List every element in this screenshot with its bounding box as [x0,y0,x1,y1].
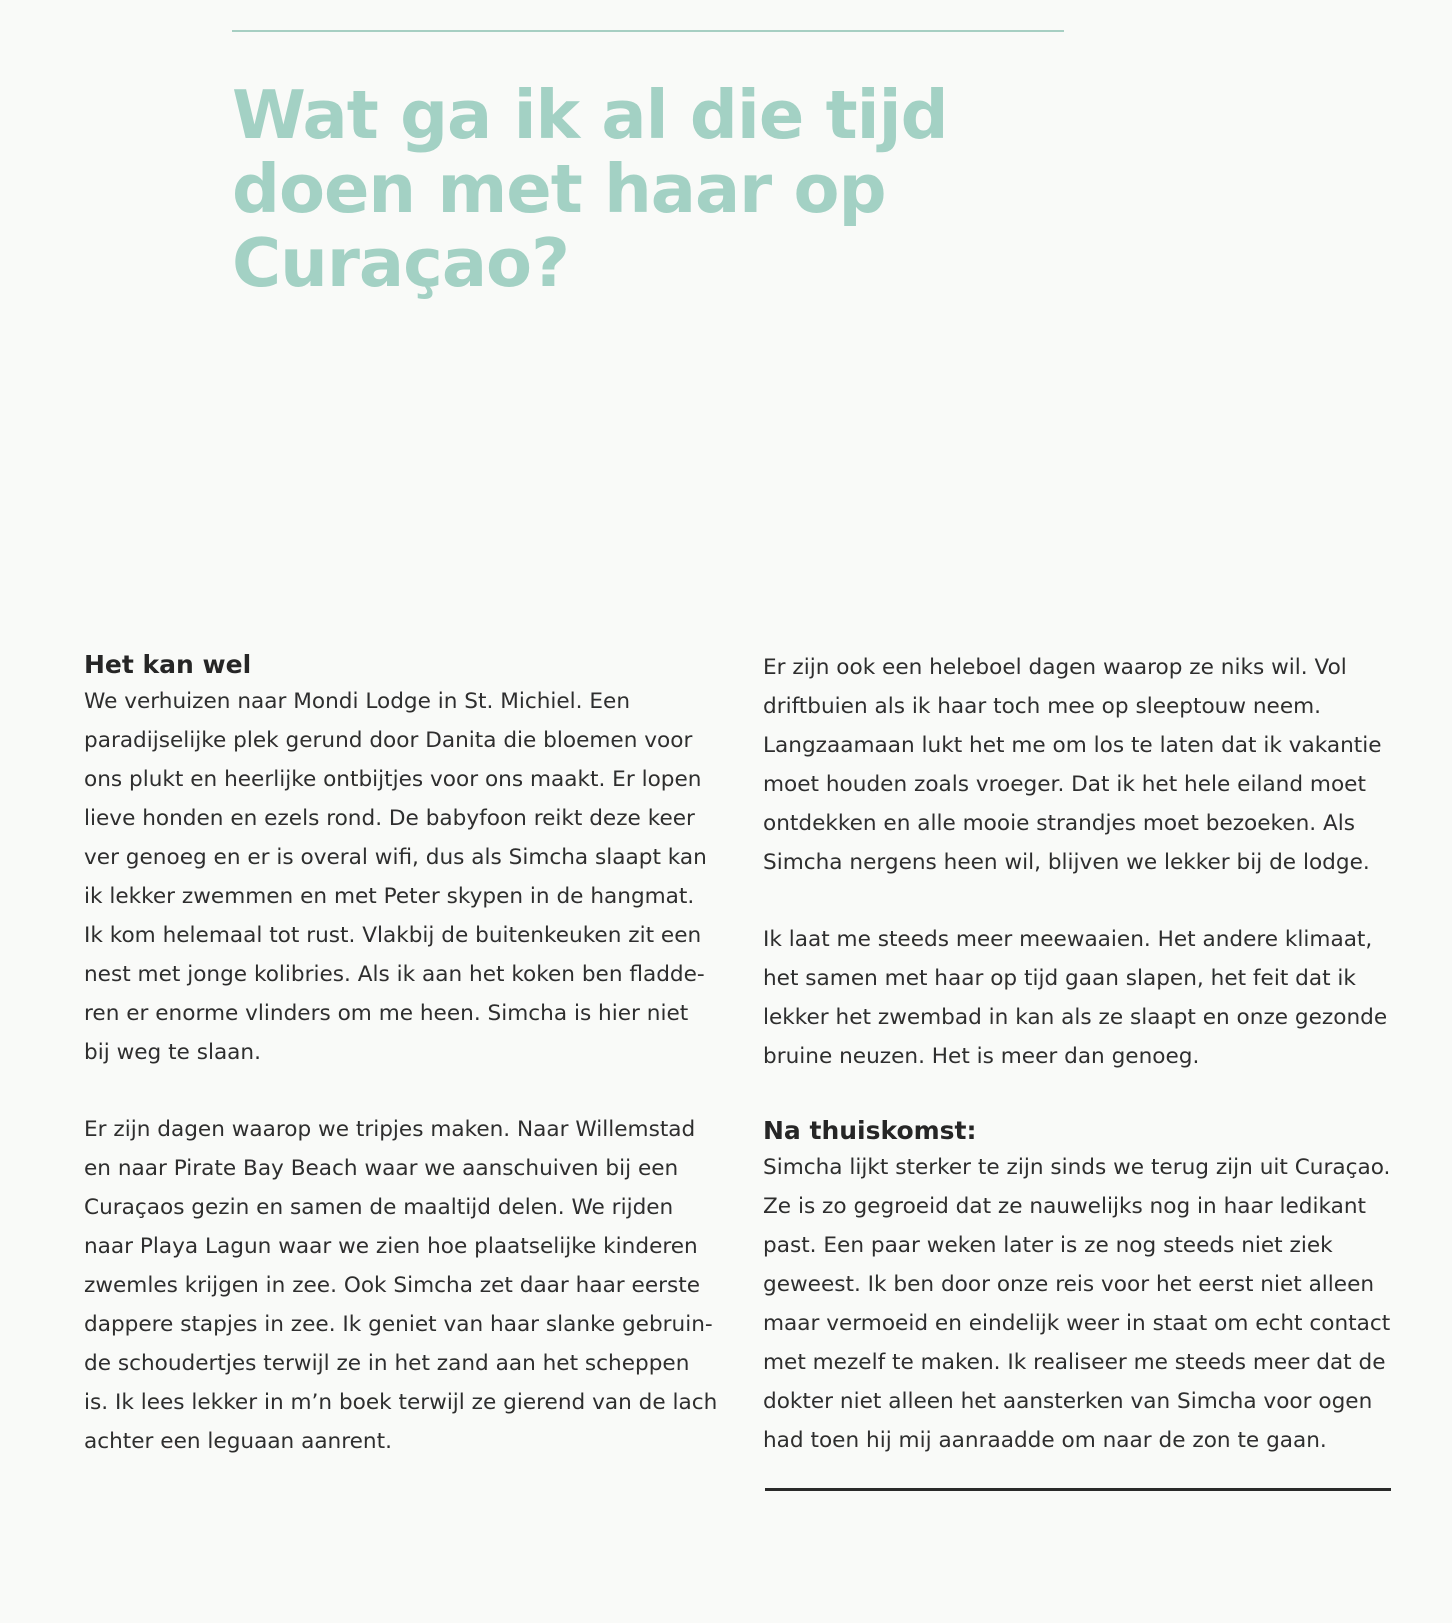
paragraph [84,682,714,1072]
text-line: geweest. Ik ben door onze reis voor het eerst niet alleen [763,1272,1375,1297]
section-heading-het-kan-wel: Het kan wel [84,650,252,679]
text-line: bruine neuzen. Het is meer dan genoeg. [763,1044,1200,1069]
text-line: Er zijn dagen waarop we tripjes maken. Naar Willemstad [84,1117,696,1142]
article-title [232,78,992,300]
text-line: ontdekken en alle mooie strandjes moet bezoeken. Als [763,811,1356,836]
title-line: Curaçao? [232,224,569,302]
text-line: Simcha nergens heen wil, blijven we lekker bij de lodge. [763,850,1370,875]
text-line: Ik laat me steeds meer meewaaien. Het andere klimaat, [763,927,1373,952]
paragraph [763,920,1403,1076]
section-heading-na-thuiskomst: Na thuiskomst: [763,1116,977,1145]
text-line: en naar Pirate Bay Beach waar we aanschuiven bij een [84,1156,679,1181]
title-line: doen met haar op [232,150,886,228]
text-line: ren er enorme vlinders om me heen. Simcha is hier niet [84,1001,689,1026]
text-line: bij weg te slaan. [84,1040,261,1065]
text-line: zwemles krijgen in zee. Ook Simcha zet daar haar eerste [84,1273,701,1298]
text-line: Ik kom helemaal tot rust. Vlakbij de buitenkeuken zit een [84,923,702,948]
text-line: is. Ik lees lekker in m’n boek terwijl ze gierend van de lach [84,1390,718,1415]
text-line: Er zijn ook een heleboel dagen waarop ze niks wil. Vol [763,655,1347,680]
text-line: We verhuizen naar Mondi Lodge in St. Michiel. Een [84,689,631,714]
left-column [84,648,718,1461]
text-line: met mezelf te maken. Ik realiseer me steeds meer dat de [763,1350,1386,1375]
text-line: paradijselijke plek gerund door Danita die bloemen voor [84,728,693,753]
text-line: lieve honden en ezels rond. De babyfoon reikt deze keer [84,806,695,831]
text-line: Curaçaos gezin en samen de maaltijd delen. We rijden [84,1195,674,1220]
text-line: lekker het zwembad in kan als ze slaapt en onze gezonde [763,1005,1388,1030]
paragraph [763,1148,1403,1460]
text-line: nest met jonge kolibries. Als ik aan het koken ben fladde- [84,962,705,987]
text-line: achter een leguaan aanrent. [84,1429,392,1454]
text-line: had toen hij mij aanraadde om naar de zon te gaan. [763,1428,1327,1453]
text-line: past. Een paar weken later is ze nog steeds niet ziek [763,1233,1333,1258]
text-line: Simcha lijkt sterker te zijn sinds we terug zijn uit Curaçao. [763,1155,1391,1180]
text-line: moet houden zoals vroeger. Dat ik het hele eiland moet [763,772,1366,797]
top-divider [232,30,1064,32]
text-line: dappere stapjes in zee. Ik geniet van haar slanke gebruin- [84,1312,713,1337]
paragraph-gap [763,1076,1403,1114]
paragraph-gap [84,1072,714,1110]
text-line: het samen met haar op tijd gaan slapen, het feit dat ik [763,966,1356,991]
text-line: dokter niet alleen het aansterken van Simcha voor ogen [763,1389,1373,1414]
right-column [763,648,1403,1460]
text-line: naar Playa Lagun waar we zien hoe plaatselijke kinderen [84,1234,698,1259]
text-line: de schoudertjes terwijl ze in het zand aan het scheppen [84,1351,690,1376]
text-line: ver genoeg en er is overal wifi, dus als Simcha slaapt kan [84,845,707,870]
text-line: ons plukt en heerlijke ontbijtjes voor ons maakt. Er lopen [84,767,702,792]
title-line: Wat ga ik al die tijd [232,76,948,154]
bottom-divider [765,1488,1391,1491]
text-line: Langzaamaan lukt het me om los te laten dat ik vakantie [763,733,1382,758]
text-line: Ze is zo gegroeid dat ze nauwelijks nog in haar ledikant [763,1194,1366,1219]
paragraph-gap [763,882,1403,920]
text-line: driftbuien als ik haar toch mee op sleeptouw neem. [763,694,1322,719]
text-line: maar vermoeid en eindelijk weer in staat om echt contact [763,1311,1391,1336]
paragraph [84,1110,718,1461]
text-line: ik lekker zwemmen en met Peter skypen in de hangmat. [84,884,695,909]
paragraph [763,648,1403,882]
